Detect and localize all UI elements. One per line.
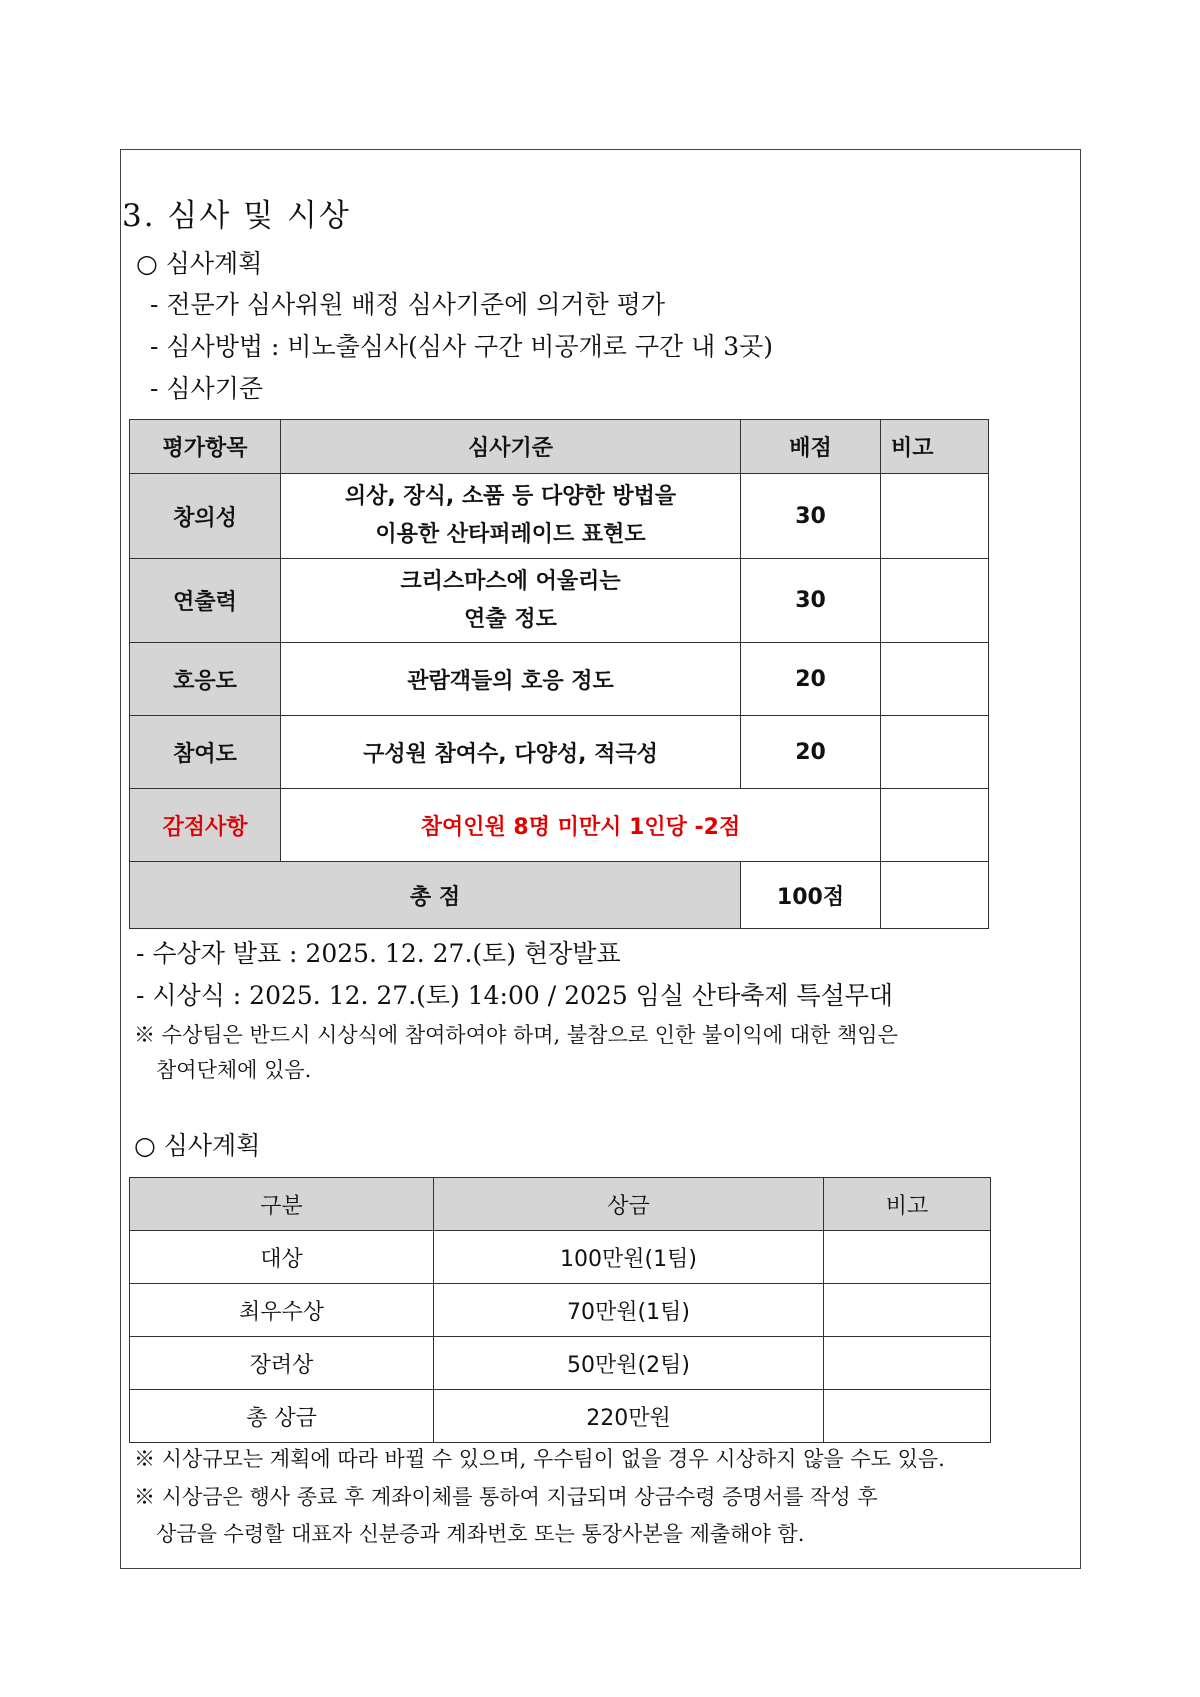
announcement-ceremony: - 시상식 : 2025. 12. 27.(토) 14:00 / 2025 임실 산타축제 특설무대 xyxy=(136,981,894,1010)
category-cell: 장려상 xyxy=(130,1337,434,1390)
footnote-line: 상금을 수령할 대표자 신분증과 계좌번호 또는 통장사본을 제출해야 함. xyxy=(156,1522,805,1546)
total-row xyxy=(130,862,989,929)
criteria-cell xyxy=(281,559,741,643)
criteria-line: 크리스마스에 어울리는 xyxy=(400,568,621,594)
criteria-table xyxy=(129,419,989,929)
item-cell: 창의성 xyxy=(130,474,281,559)
bullet-method: - 심사방법 : 비노출심사(심사 구간 비공개로 구간 내 3곳) xyxy=(150,332,774,361)
section-title: 3. 심사 및 시상 xyxy=(122,198,351,234)
table-row xyxy=(130,559,989,643)
prize-cell: 50만원(2팀) xyxy=(434,1337,824,1390)
table-row xyxy=(130,1231,991,1284)
bullet-evaluation: - 전문가 심사위원 배정 심사기준에 의거한 평가 xyxy=(150,290,665,319)
note-cell xyxy=(881,716,989,789)
footnote-line: ※ 시상규모는 계획에 따라 바뀔 수 있으며, 우수팀이 없을 경우 시상하지 않을 수도 있음. xyxy=(134,1447,945,1471)
table-row xyxy=(130,643,989,716)
header-criteria: 심사기준 xyxy=(281,420,741,474)
table-row xyxy=(130,716,989,789)
header-prize: 상금 xyxy=(434,1178,824,1231)
header-item: 평가항목 xyxy=(130,420,281,474)
item-cell: 호응도 xyxy=(130,643,281,716)
criteria-cell: 관람객들의 호응 정도 xyxy=(281,643,741,716)
notice-line: 참여단체에 있음. xyxy=(156,1058,312,1082)
score-cell: 20 xyxy=(741,716,881,789)
table-row xyxy=(130,1390,991,1443)
criteria-cell: 구성원 참여수, 다양성, 적극성 xyxy=(281,716,741,789)
score-cell: 20 xyxy=(741,643,881,716)
note-cell xyxy=(881,643,989,716)
note-cell xyxy=(824,1231,991,1284)
category-cell: 대상 xyxy=(130,1231,434,1284)
announcement-winners: - 수상자 발표 : 2025. 12. 27.(토) 현장발표 xyxy=(136,939,621,968)
plan-heading: ○ 심사계획 xyxy=(136,249,263,278)
notice-line: ※ 수상팀은 반드시 시상식에 참여하여야 하며, 불참으로 인한 불이익에 대한 책임은 xyxy=(134,1023,898,1047)
bullet-criteria: - 심사기준 xyxy=(150,374,263,403)
total-score: 100점 xyxy=(741,862,881,929)
footnote-line: ※ 시상금은 행사 종료 후 계좌이체를 통하여 지급되며 상금수령 증명서를 작성 후 xyxy=(134,1485,878,1509)
header-note: 비고 xyxy=(824,1178,991,1231)
deduction-label: 감점사항 xyxy=(130,789,281,862)
category-cell: 총 상금 xyxy=(130,1390,434,1443)
note-cell xyxy=(881,862,989,929)
criteria-cell xyxy=(281,474,741,559)
deduction-criteria: 참여인원 8명 미만시 1인당 -2점 xyxy=(281,789,881,862)
criteria-line: 이용한 산타퍼레이드 표현도 xyxy=(375,522,646,547)
table-row xyxy=(130,1337,991,1390)
prize-table xyxy=(129,1177,991,1443)
prize-cell: 100만원(1팀) xyxy=(434,1231,824,1284)
note-cell xyxy=(881,559,989,643)
table-row xyxy=(130,1284,991,1337)
note-cell xyxy=(881,789,989,862)
prize-cell: 70만원(1팀) xyxy=(434,1284,824,1337)
total-label: 총 점 xyxy=(130,862,741,929)
header-score: 배점 xyxy=(741,420,881,474)
criteria-line: 연출 정도 xyxy=(464,606,557,632)
item-cell: 참여도 xyxy=(130,716,281,789)
prize-cell: 220만원 xyxy=(434,1390,824,1443)
table-row xyxy=(130,474,989,559)
note-cell xyxy=(824,1390,991,1443)
note-cell xyxy=(824,1337,991,1390)
plan-heading-2: ○ 심사계획 xyxy=(134,1131,261,1160)
note-cell xyxy=(824,1284,991,1337)
score-cell: 30 xyxy=(741,559,881,643)
item-cell: 연출력 xyxy=(130,559,281,643)
score-cell: 30 xyxy=(741,474,881,559)
header-note: 비고 xyxy=(881,420,989,474)
criteria-line: 의상, 장식, 소품 등 다양한 방법을 xyxy=(344,484,677,509)
note-cell xyxy=(881,474,989,559)
category-cell: 최우수상 xyxy=(130,1284,434,1337)
deduction-row xyxy=(130,789,989,862)
header-category: 구분 xyxy=(130,1178,434,1231)
